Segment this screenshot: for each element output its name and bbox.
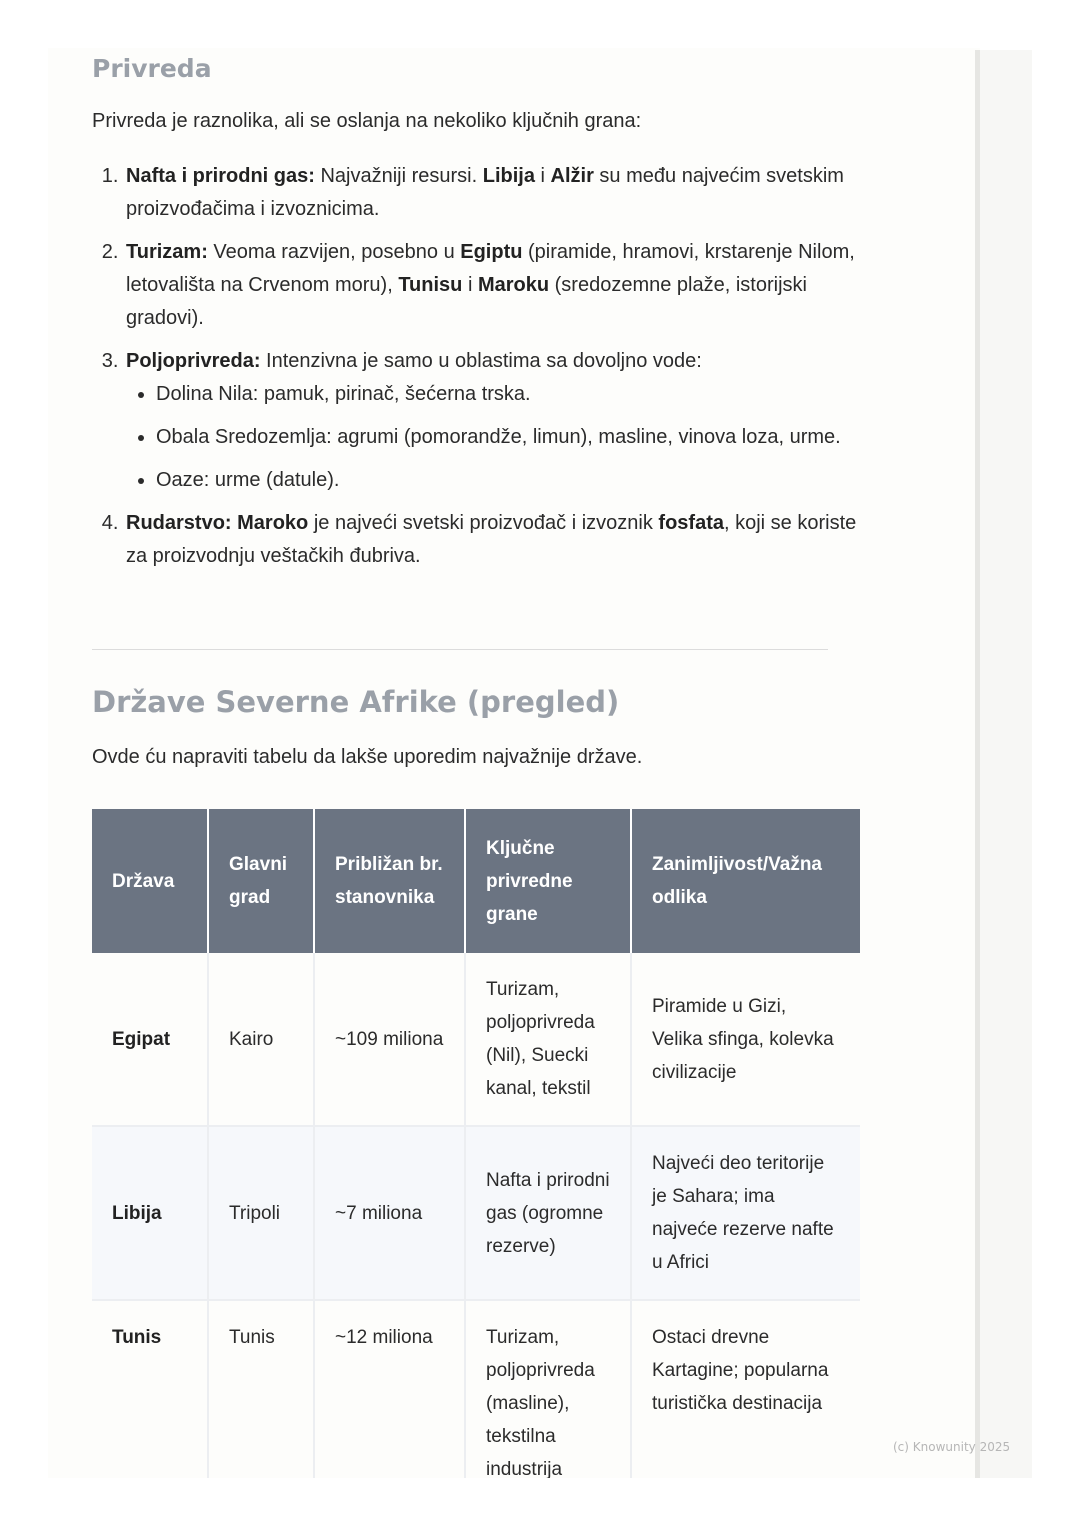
table-row [92,953,860,1126]
sublist-item: • Oaze: urme (datule). [156,464,864,497]
table-cell: Najveći deo teritorije je Sahara; ima najveće rezerve nafte u Africi [631,1126,860,1300]
table-cell: Kairo [208,953,314,1126]
table-cell: Turizam, poljoprivreda (Nil), Suecki kanal, tekstil [465,953,631,1126]
table-cell-country: Egipat [92,953,208,1126]
table-cell: Ostaci drevne Kartagine; popularna turistička destinacija [631,1300,860,1478]
sublist-item: • Obala Sredozemlja: agrumi (pomorandže, limun), masline, vinova loza, urme. [156,421,864,454]
countries-table [92,809,860,1478]
table-cell: Nafta i prirodni gas (ogromne rezerve) [465,1126,631,1300]
sublist-item: • Dolina Nila: pamuk, pirinač, šećerna trska. [156,378,864,411]
page-margin [980,50,1032,1478]
list-item-mining: 4. Rudarstvo: Maroko je najveći svetski proizvođač i izvoznik fosfata, koji se koriste za proizvodnju veštačkih đubriva. [124,507,864,573]
table-cell: Tripoli [208,1126,314,1300]
table-cell: ~12 miliona [314,1300,465,1478]
column-header: Zanimljivost/Važna odlika [631,809,860,953]
list-item-tourism: 2. Turizam: Veoma razvijen, posebno u Egiptu (piramide, hramovi, krstarenje Nilom, letovališta na Crvenom moru), Tunisu i Maroku (sredozemne plaže, istorijski gradovi). [124,236,864,335]
section-heading-drzave: Države Severne Afrike (pregled) [92,685,620,719]
list-item-oil-gas: 1. Nafta i prirodni gas: Najvažniji resursi. Libija i Alžir su među najvećim svetskim proizvođačima i izvoznicima. [124,160,864,226]
table-cell: Tunis [208,1300,314,1478]
economy-list [92,160,864,583]
column-header: Glavni grad [208,809,314,953]
agriculture-sublist [126,378,864,497]
column-header: Država [92,809,208,953]
column-header: Približan br. stanovnika [314,809,465,953]
table-cell: ~7 miliona [314,1126,465,1300]
table-cell: Turizam, poljoprivreda (masline), tekstilna industrija [465,1300,631,1478]
section-divider [92,649,828,650]
privreda-intro: Privreda je raznolika, ali se oslanja na nekoliko ključnih grana: [92,110,642,132]
table-cell-country: Tunis [92,1300,208,1478]
table-cell-country: Libija [92,1126,208,1300]
column-header: Ključne privredne grane [465,809,631,953]
table-cell: Piramide u Gizi, Velika sfinga, kolevka civilizacije [631,953,860,1126]
list-item-agriculture: 3. Poljoprivreda: Intenzivna je samo u oblastima sa dovoljno vode: • Dolina Nila: pamuk, pirinač, šećerna trska. • Obala Sredozemlja: agrumi (pomorandže, limun), masline, vinova loza, urme. • Oaze: urme (datule). [124,345,864,497]
table-header-row [92,809,860,953]
table-row [92,1300,860,1478]
table-row [92,1126,860,1300]
table-intro: Ovde ću napraviti tabelu da lakše uporedim najvažnije države. [92,746,643,768]
section-heading-privreda: Privreda [92,54,212,83]
watermark: (c) Knowunity 2025 [893,1440,1011,1454]
document-page [48,48,980,1478]
page-scroll-rail [975,50,980,1478]
table-cell: ~109 miliona [314,953,465,1126]
